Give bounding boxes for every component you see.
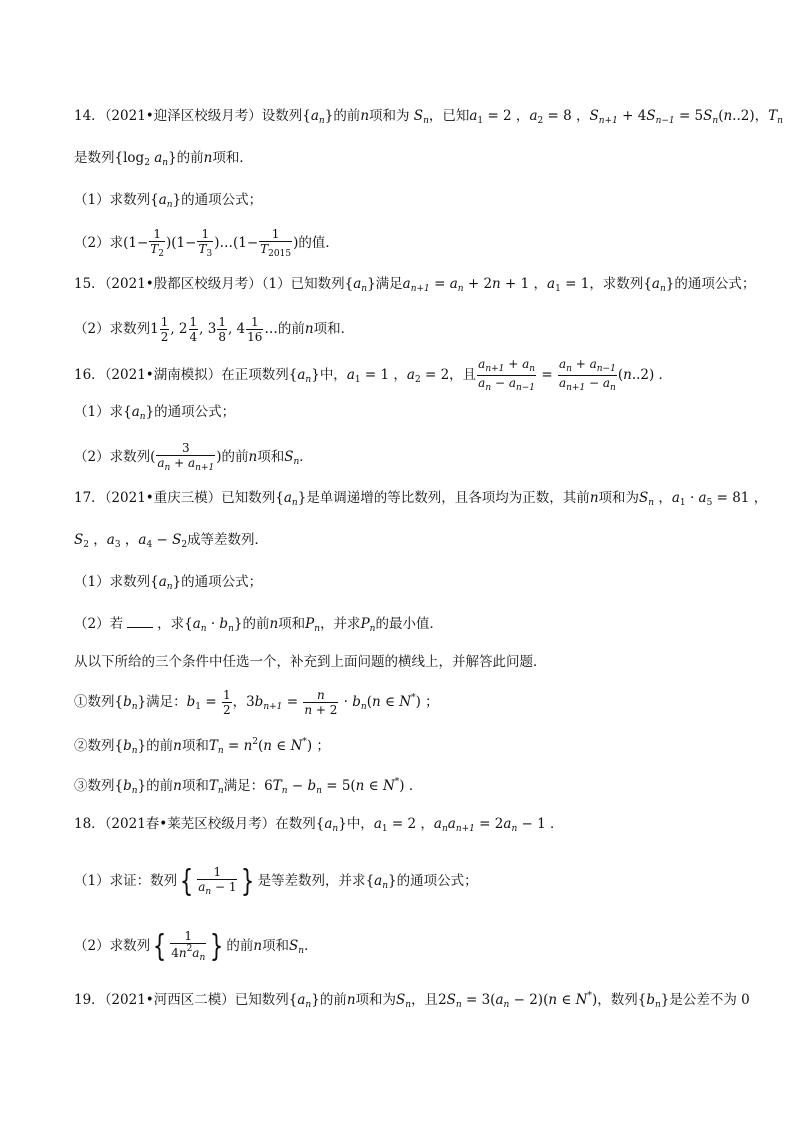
q18-part2: （2）求数列{ $\frac{1}{4n^2a_n}$ } 的前n项和$S_n$． bbox=[74, 928, 318, 964]
q17-line2: $S_2$ ，$a_3$ ，$a_4 - S_2$成等差数列． bbox=[74, 532, 269, 550]
q17-part2: （2）若 ，求$\{a_n \cdot b_n\}$的前n项和$P_n$，并求$P_n$的最小值． bbox=[74, 616, 443, 634]
q16-line1: 16．（2021•湖南模拟）在正项数列$\{a_n\}$中，$a_1 = 1$ ，$a_2 = 2$，且 $\frac{a_{n+1} + a_n}{a_n - a_{n-1}}$ = $\frac{a_n + a_{n-1}}{a_{n+1} - a_n}$ (n..2) ． bbox=[74, 357, 673, 393]
q17-line1: 17．（2021•重庆三模）已知数列$\{a_n\}$是单调递增的等比数列，且各项均为正数，其前n项和为$S_n$ ，$a_1 \cdot a_5 = 81$ ， bbox=[74, 490, 768, 508]
q16-part1: （1）求$\{a_n\}$的通项公式； bbox=[74, 404, 236, 422]
q17-choose: 从以下所给的三个条件中任选一个，补充到上面问题的横线上，并解答此问题． bbox=[74, 654, 547, 670]
q19-line1: 19．（2021•河西区二模）已知数列$\{a_n\}$的前n项和为$S_n$，且$2S_n = 3(a_n - 2)(n$ ∈ N*)，数列$\{b_n\}$是公差不为 0 bbox=[74, 991, 750, 1010]
q15-line1: 15．（2021•殷都区校级月考）（1）已知数列$\{a_n\}$满足$a_{n+1} = a_n + 2n + 1$ ，$a_1 = 1$，求数列$\{a_n\}$的通项公式； bbox=[74, 276, 756, 294]
answer-blank[interactable] bbox=[127, 615, 153, 628]
q14-part1: （1）求数列$\{a_n\}$的通项公式； bbox=[74, 192, 263, 210]
q17-part1: （1）求数列$\{a_n\}$的通项公式； bbox=[74, 574, 263, 592]
q18-part1: （1）求证：数列{ $\frac{1}{a_n - 1}$ } 是等差数列，并求$\{a_n\}$的通项公式； bbox=[74, 863, 478, 899]
q18-line1: 18．（2021春•莱芜区校级月考）在数列$\{a_n\}$中，$a_1 = 2$ ，$a_na_{n+1} = 2a_n - 1$ ． bbox=[74, 816, 564, 834]
q14-line2: 是数列{$\log_2$ $a_n$}的前n项和． bbox=[74, 150, 253, 168]
q14-part2: （2）求(1− $\frac{1}{T_2}$ )(1− $\frac{1}{T_3}$ )…(1− $\frac{1}{T_{2015}}$ )的值． bbox=[74, 227, 339, 259]
q17-condition2: ②数列$\{b_n\}$的前n项和$T_n = n^2(n$ ∈ N*) ； bbox=[74, 737, 330, 756]
q17-condition3: ③数列$\{b_n\}$的前n项和$T_n$满足：$6T_n - b_n = 5(n$ ∈ N*) ． bbox=[74, 777, 423, 796]
q17-condition1: ①数列$\{b_n\}$满足：$b_1$ = $\frac{1}{2}$ ，$3b_{n+1}$ = $\frac{n}{n + 2}$ · $b_n(n$ ∈ N*) ； bbox=[74, 688, 439, 717]
q15-part2: （2）求数列1 $\frac{1}{2}$ , 2 $\frac{1}{4}$ , 3 $\frac{1}{8}$ , 4 $\frac{1}{16}$ …的前n项和． bbox=[74, 315, 355, 344]
q16-part2: （2）求数列( $\frac{3}{a_n + a_{n+1}}$ )的前n项和$S_n$． bbox=[74, 441, 313, 473]
q14-line1: 14．（2021•迎泽区校级月考）设数列$\{a_n\}$的前n项和为 $S_n$，已知$a_1 = 2$ ，$a_2 = 8$ ，$S_{n+1} + 4S_{n-1} = 5S_n(n..2)$，$T_n$ bbox=[74, 108, 783, 126]
